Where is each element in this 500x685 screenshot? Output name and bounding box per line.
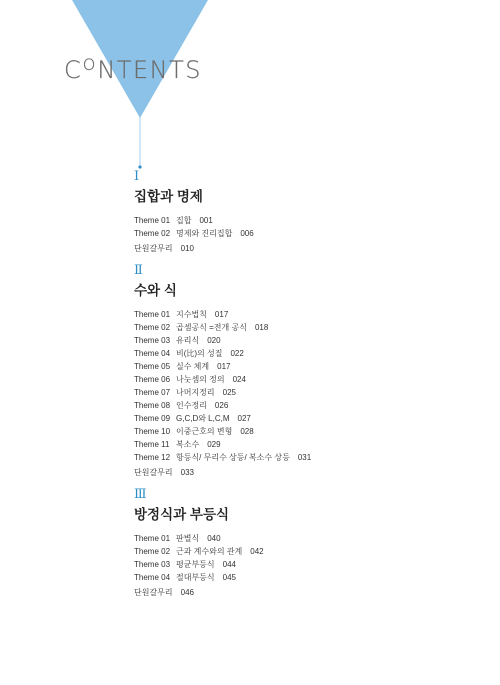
title-rest: NTENTS xyxy=(97,56,202,84)
contents-title xyxy=(64,56,202,84)
entry-theme: Theme 06 xyxy=(134,375,171,384)
entry-theme: Theme 02 xyxy=(134,323,171,332)
title-small-letter: O xyxy=(82,55,97,74)
entry-page: 040 xyxy=(207,534,221,543)
entry-page: 044 xyxy=(222,560,236,569)
header-decoration xyxy=(0,0,500,180)
entry-page: 017 xyxy=(214,310,229,319)
entry-theme: Theme 01 xyxy=(134,534,171,543)
entry-page: 001 xyxy=(199,216,213,225)
entry-page: 029 xyxy=(207,440,221,449)
entry-page: 020 xyxy=(207,336,221,345)
entry-theme: Theme 01 xyxy=(134,216,171,225)
entry-name: 항등식/ 무리수 상등/ 복소수 상등 xyxy=(176,453,290,462)
entry-theme: Theme 04 xyxy=(134,349,171,358)
entry-theme: Theme 02 xyxy=(134,547,171,556)
summary-page: 046 xyxy=(180,588,194,597)
entry-page: 006 xyxy=(240,229,254,238)
entry-name: 복소수 xyxy=(176,440,200,449)
entry-name: 이중근호의 변형 xyxy=(176,427,233,436)
entry-name: 인수정리 xyxy=(176,401,207,410)
entry-page: 022 xyxy=(230,349,244,358)
toc-entry[interactable] xyxy=(134,373,311,386)
entry-page: 024 xyxy=(232,375,246,384)
summary-label: 단원갈무리 xyxy=(134,468,173,477)
entry-name: 지수법칙 xyxy=(176,310,207,319)
summary-page: 033 xyxy=(180,468,194,477)
toc-entry[interactable] xyxy=(134,214,254,227)
entry-page: 018 xyxy=(254,323,269,332)
entry-page: 017 xyxy=(217,362,231,371)
entry-theme: Theme 01 xyxy=(134,310,171,319)
entry-name: 나머지정리 xyxy=(176,388,215,397)
toc-entry[interactable] xyxy=(134,399,311,412)
section-title: 방정식과 부등식 xyxy=(134,507,230,522)
section-title: 집합과 명제 xyxy=(134,189,203,204)
toc-entry[interactable] xyxy=(134,334,311,347)
entry-theme: Theme 05 xyxy=(134,362,171,371)
entry-theme: Theme 09 xyxy=(134,414,171,423)
section-numeral: Ⅲ xyxy=(134,487,147,502)
toc-entry[interactable] xyxy=(134,227,254,240)
section-2 xyxy=(134,264,311,479)
entry-page: 031 xyxy=(297,453,312,462)
toc-entry[interactable] xyxy=(134,386,311,399)
section-summary[interactable] xyxy=(134,242,254,255)
entry-page: 027 xyxy=(237,414,251,423)
entry-page: 026 xyxy=(214,401,229,410)
toc-entry[interactable] xyxy=(134,532,264,545)
toc-entry[interactable] xyxy=(134,545,264,558)
toc-entry[interactable] xyxy=(134,347,311,360)
section-numeral: Ⅰ xyxy=(134,169,140,184)
title-first-letter: C xyxy=(64,56,82,84)
entry-theme: Theme 08 xyxy=(134,401,171,410)
summary-label: 단원갈무리 xyxy=(134,588,173,597)
toc-entry[interactable] xyxy=(134,412,311,425)
entry-name: 실수 체계 xyxy=(176,362,210,371)
toc-entry[interactable] xyxy=(134,321,311,334)
entry-theme: Theme 03 xyxy=(134,560,171,569)
toc-entry[interactable] xyxy=(134,571,264,584)
entry-theme: Theme 07 xyxy=(134,388,171,397)
toc-entry[interactable] xyxy=(134,425,311,438)
entry-page: 045 xyxy=(222,573,236,582)
section-1 xyxy=(134,170,254,255)
entry-name: 근과 계수와의 관계 xyxy=(176,547,243,556)
toc-entry[interactable] xyxy=(134,360,311,373)
toc-entry[interactable] xyxy=(134,558,264,571)
entry-theme: Theme 10 xyxy=(134,427,171,436)
section-summary[interactable] xyxy=(134,586,264,599)
entry-name: G,C,D와 L,C,M xyxy=(176,414,230,423)
section-3 xyxy=(134,488,264,599)
toc-entry[interactable] xyxy=(134,451,311,464)
summary-page: 010 xyxy=(180,244,194,253)
entry-name: 유리식 xyxy=(176,336,200,345)
section-summary[interactable] xyxy=(134,466,311,479)
entry-name: 명제와 진리집합 xyxy=(176,229,233,238)
entry-name: 평균부등식 xyxy=(176,560,215,569)
entry-name: 비(比)의 성질 xyxy=(176,349,223,358)
entry-name: 절대부등식 xyxy=(176,573,215,582)
entry-page: 042 xyxy=(250,547,264,556)
entry-name: 집합 xyxy=(176,216,192,225)
entry-theme: Theme 11 xyxy=(134,440,170,449)
toc-entry[interactable] xyxy=(134,438,311,451)
entry-theme: Theme 12 xyxy=(134,453,171,462)
section-title: 수와 식 xyxy=(134,283,177,298)
entry-name: 판별식 xyxy=(176,534,200,543)
entry-theme: Theme 04 xyxy=(134,573,171,582)
entry-page: 025 xyxy=(222,388,236,397)
entry-theme: Theme 03 xyxy=(134,336,171,345)
entry-name: 곱셈공식 =전개 공식 xyxy=(176,323,247,332)
entry-name: 나눗셈의 정의 xyxy=(176,375,225,384)
entry-theme: Theme 02 xyxy=(134,229,171,238)
section-numeral: Ⅱ xyxy=(134,263,143,278)
entry-page: 028 xyxy=(240,427,254,436)
summary-label: 단원갈무리 xyxy=(134,244,173,253)
toc-entry[interactable] xyxy=(134,308,311,321)
